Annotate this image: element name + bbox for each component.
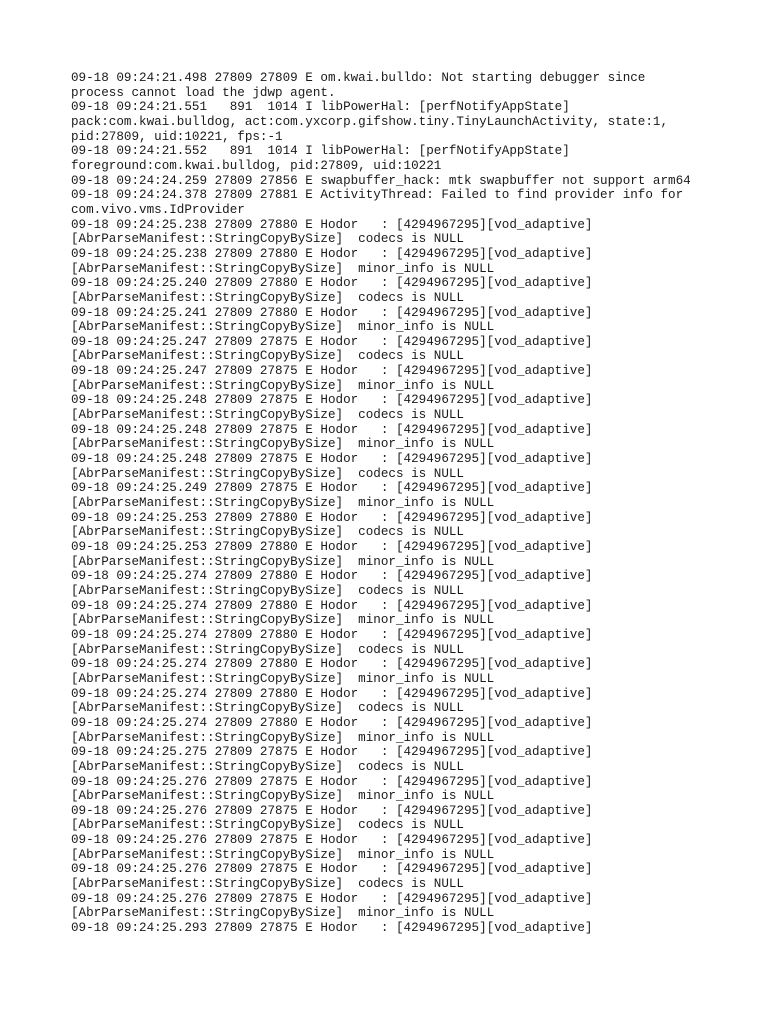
log-line: 09-18 09:24:25.248 27809 27875 E Hodor : [4294967295][vod_adaptive] — [71, 452, 593, 467]
log-line: foreground:com.kwai.bulldog, pid:27809, uid:10221 — [71, 158, 442, 173]
log-line: [AbrParseManifest::StringCopyBySize] minor_info is NULL — [71, 378, 495, 393]
log-line: 09-18 09:24:24.259 27809 27856 E swapbuffer_hack: mtk swapbuffer not support arm64 — [71, 173, 691, 188]
log-line: 09-18 09:24:21.551 891 1014 I libPowerHal: [perfNotifyAppState] — [71, 100, 570, 115]
log-line: [AbrParseManifest::StringCopyBySize] codecs is NULL — [71, 232, 464, 247]
log-line: 09-18 09:24:25.274 27809 27880 E Hodor : [4294967295][vod_adaptive] — [71, 598, 593, 613]
log-line: [AbrParseManifest::StringCopyBySize] minor_info is NULL — [71, 496, 495, 511]
log-line: pack:com.kwai.bulldog, act:com.yxcorp.gifshow.tiny.TinyLaunchActivity, state:1, — [71, 114, 669, 129]
log-line: 09-18 09:24:25.248 27809 27875 E Hodor : [4294967295][vod_adaptive] — [71, 393, 593, 408]
log-line: 09-18 09:24:25.276 27809 27875 E Hodor : [4294967295][vod_adaptive] — [71, 774, 593, 789]
log-line: process cannot load the jdwp agent. — [71, 85, 336, 100]
log-line: [AbrParseManifest::StringCopyBySize] minor_info is NULL — [71, 730, 495, 745]
log-line: 09-18 09:24:25.274 27809 27880 E Hodor : [4294967295][vod_adaptive] — [71, 686, 593, 701]
log-line: 09-18 09:24:25.249 27809 27875 E Hodor : [4294967295][vod_adaptive] — [71, 481, 593, 496]
log-line: [AbrParseManifest::StringCopyBySize] minor_info is NULL — [71, 320, 495, 335]
log-line: [AbrParseManifest::StringCopyBySize] codecs is NULL — [71, 642, 464, 657]
log-line: 09-18 09:24:25.238 27809 27880 E Hodor : [4294967295][vod_adaptive] — [71, 246, 593, 261]
log-line: com.vivo.vms.IdProvider — [71, 202, 245, 217]
log-line: 09-18 09:24:25.276 27809 27875 E Hodor : [4294967295][vod_adaptive] — [71, 833, 593, 848]
log-line: 09-18 09:24:25.274 27809 27880 E Hodor : [4294967295][vod_adaptive] — [71, 569, 593, 584]
log-line: [AbrParseManifest::StringCopyBySize] minor_info is NULL — [71, 671, 495, 686]
log-line: 09-18 09:24:25.238 27809 27880 E Hodor : [4294967295][vod_adaptive] — [71, 217, 593, 232]
log-line: [AbrParseManifest::StringCopyBySize] minor_info is NULL — [71, 261, 495, 276]
log-line: 09-18 09:24:25.247 27809 27875 E Hodor : [4294967295][vod_adaptive] — [71, 364, 593, 379]
log-line: [AbrParseManifest::StringCopyBySize] minor_info is NULL — [71, 437, 495, 452]
log-line: [AbrParseManifest::StringCopyBySize] codecs is NULL — [71, 877, 464, 892]
log-line: 09-18 09:24:21.552 891 1014 I libPowerHal: [perfNotifyAppState] — [71, 144, 570, 159]
log-line: [AbrParseManifest::StringCopyBySize] codecs is NULL — [71, 818, 464, 833]
log-output — [71, 71, 711, 936]
log-line: [AbrParseManifest::StringCopyBySize] codecs is NULL — [71, 349, 464, 364]
log-line: [AbrParseManifest::StringCopyBySize] codecs is NULL — [71, 466, 464, 481]
log-line: 09-18 09:24:25.276 27809 27875 E Hodor : [4294967295][vod_adaptive] — [71, 862, 593, 877]
log-line: [AbrParseManifest::StringCopyBySize] codecs is NULL — [71, 583, 464, 598]
log-line: 09-18 09:24:25.240 27809 27880 E Hodor : [4294967295][vod_adaptive] — [71, 276, 593, 291]
log-line: [AbrParseManifest::StringCopyBySize] codecs is NULL — [71, 701, 464, 716]
log-line: 09-18 09:24:24.378 27809 27881 E ActivityThread: Failed to find provider info for — [71, 188, 684, 203]
log-line: [AbrParseManifest::StringCopyBySize] codecs is NULL — [71, 408, 464, 423]
log-line: [AbrParseManifest::StringCopyBySize] codecs is NULL — [71, 759, 464, 774]
log-line: 09-18 09:24:21.498 27809 27809 E om.kwai.bulldo: Not starting debugger since — [71, 71, 646, 85]
log-line: 09-18 09:24:25.241 27809 27880 E Hodor : [4294967295][vod_adaptive] — [71, 305, 593, 320]
log-line: [AbrParseManifest::StringCopyBySize] minor_info is NULL — [71, 906, 495, 921]
log-line: 09-18 09:24:25.253 27809 27880 E Hodor : [4294967295][vod_adaptive] — [71, 540, 593, 554]
log-line: 09-18 09:24:25.274 27809 27880 E Hodor : [4294967295][vod_adaptive] — [71, 627, 593, 642]
log-line: [AbrParseManifest::StringCopyBySize] minor_info is NULL — [71, 554, 495, 569]
log-line: [AbrParseManifest::StringCopyBySize] minor_info is NULL — [71, 847, 495, 862]
log-line: 09-18 09:24:25.274 27809 27880 E Hodor : [4294967295][vod_adaptive] — [71, 715, 593, 730]
log-line: 09-18 09:24:25.248 27809 27875 E Hodor : [4294967295][vod_adaptive] — [71, 422, 593, 437]
log-line: 09-18 09:24:25.274 27809 27880 E Hodor : [4294967295][vod_adaptive] — [71, 657, 593, 672]
log-line: 09-18 09:24:25.293 27809 27875 E Hodor : [4294967295][vod_adaptive] — [71, 921, 593, 936]
log-line: [AbrParseManifest::StringCopyBySize] minor_info is NULL — [71, 789, 495, 804]
log-line: [AbrParseManifest::StringCopyBySize] codecs is NULL — [71, 525, 464, 540]
log-line: 09-18 09:24:25.276 27809 27875 E Hodor : [4294967295][vod_adaptive] — [71, 803, 593, 818]
log-line: [AbrParseManifest::StringCopyBySize] codecs is NULL — [71, 290, 464, 305]
log-line: 09-18 09:24:25.276 27809 27875 E Hodor : [4294967295][vod_adaptive] — [71, 891, 593, 906]
log-line: pid:27809, uid:10221, fps:-1 — [71, 129, 283, 144]
log-line: 09-18 09:24:25.275 27809 27875 E Hodor : [4294967295][vod_adaptive] — [71, 745, 593, 760]
log-line: 09-18 09:24:25.253 27809 27880 E Hodor : [4294967295][vod_adaptive] — [71, 510, 593, 525]
log-line: 09-18 09:24:25.247 27809 27875 E Hodor : [4294967295][vod_adaptive] — [71, 334, 593, 349]
log-line: [AbrParseManifest::StringCopyBySize] minor_info is NULL — [71, 613, 495, 628]
